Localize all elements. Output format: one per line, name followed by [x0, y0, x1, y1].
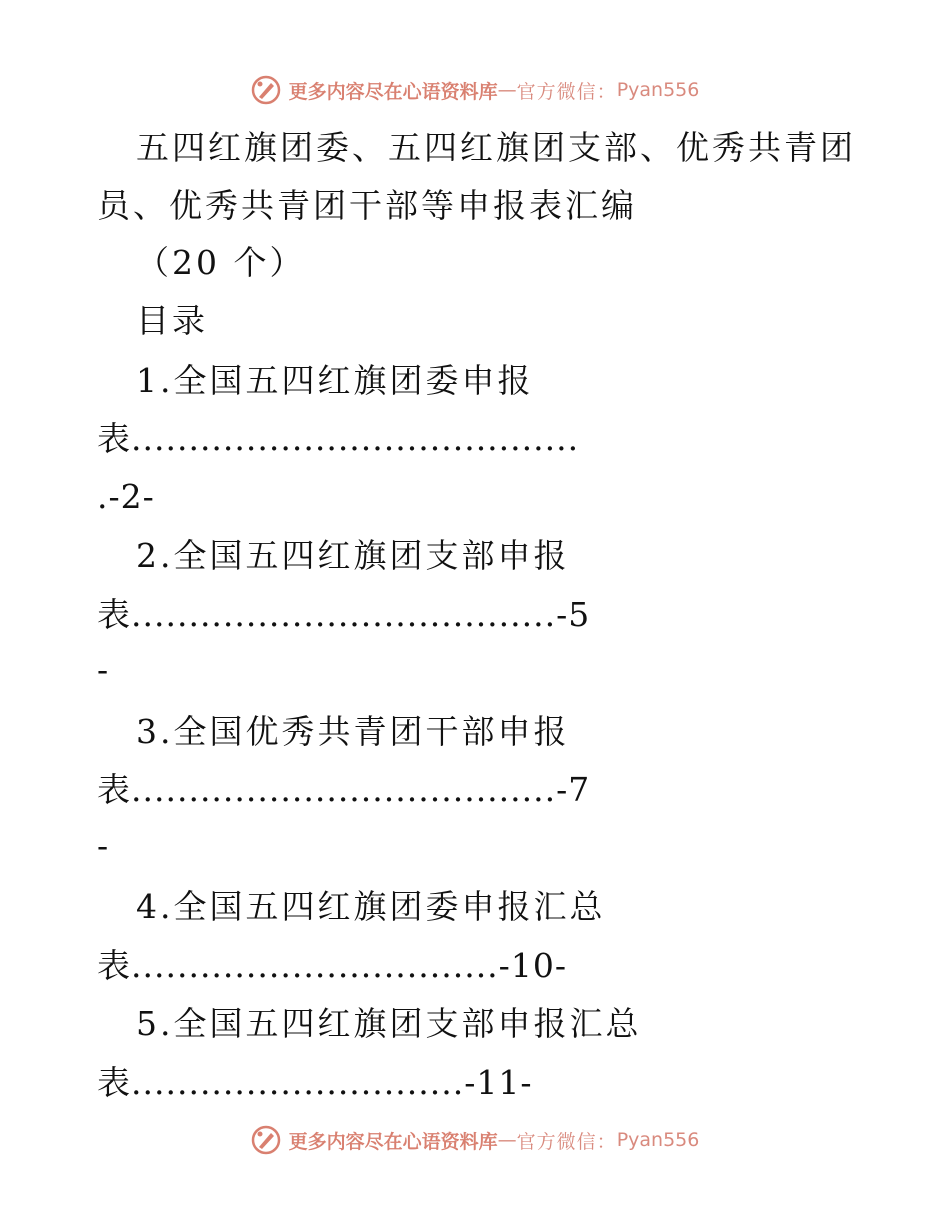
pen-logo-icon	[251, 1125, 281, 1155]
toc-item-5-title: 5.全国五四红旗团支部申报汇总	[136, 1004, 642, 1043]
watermark-brand: 更多内容尽在心语资料库	[288, 80, 498, 103]
toc-item-2-page: -	[97, 650, 110, 689]
footer-watermark	[0, 1120, 950, 1160]
title-line-2: 员、优秀共青团干部等申报表汇编	[97, 186, 637, 225]
toc-heading: 目录	[136, 301, 208, 340]
watermark-separator: —	[497, 1129, 517, 1151]
toc-item-3-leader: 表.....................................-7	[97, 770, 591, 809]
watermark-account: Pyan556	[616, 79, 700, 101]
watermark-label: 官方微信：	[516, 1130, 617, 1153]
toc-item-1-page: .-2-	[97, 477, 155, 516]
toc-item-3-page: -	[97, 826, 110, 865]
toc-item-4-title: 4.全国五四红旗团委申报汇总	[136, 887, 606, 926]
toc-item-5-leader: 表.............................-11-	[97, 1063, 533, 1102]
toc-item-4-leader: 表................................-10-	[97, 946, 567, 985]
toc-item-2-title: 2.全国五四红旗团支部申报	[136, 536, 570, 575]
watermark-brand: 更多内容尽在心语资料库	[288, 1130, 498, 1153]
watermark-label: 官方微信：	[516, 80, 617, 103]
pen-logo-icon	[251, 75, 281, 105]
watermark-account: Pyan556	[616, 1129, 700, 1151]
header-watermark	[0, 70, 950, 110]
watermark-separator: —	[497, 79, 517, 101]
title-count: （20 个）	[136, 243, 306, 282]
toc-item-1-leader: 表.......................................	[97, 419, 580, 458]
toc-item-2-leader: 表.....................................-5	[97, 595, 591, 634]
title-line-1: 五四红旗团委、五四红旗团支部、优秀共青团	[136, 128, 856, 167]
toc-item-3-title: 3.全国优秀共青团干部申报	[136, 712, 570, 751]
toc-item-1-title: 1.全国五四红旗团委申报	[136, 361, 534, 400]
